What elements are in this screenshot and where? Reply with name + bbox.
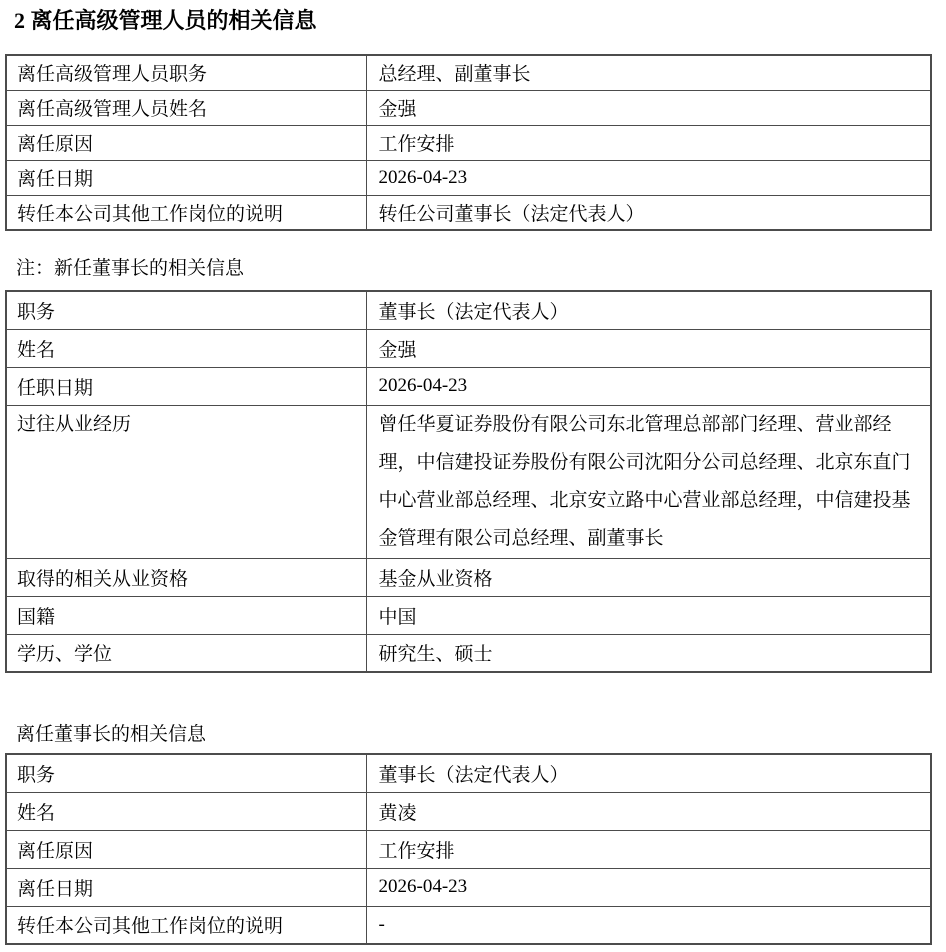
row-value: 金强 [366, 329, 931, 367]
row-label: 离任原因 [6, 125, 366, 160]
row-value: 2026-04-23 [366, 160, 931, 195]
table-row [6, 90, 931, 125]
row-label: 姓名 [6, 792, 366, 830]
row-value: - [366, 906, 931, 944]
table-row [6, 754, 931, 792]
page-title: 2 离任高级管理人员的相关信息 [14, 8, 317, 33]
row-label: 职务 [6, 754, 366, 792]
row-value: 2026-04-23 [366, 367, 931, 405]
row-label: 职务 [6, 291, 366, 329]
row-label: 取得的相关从业资格 [6, 558, 366, 596]
row-value: 基金从业资格 [366, 558, 931, 596]
row-value: 黄凌 [366, 792, 931, 830]
row-label: 姓名 [6, 329, 366, 367]
row-label: 离任高级管理人员职务 [6, 55, 366, 90]
table-row [6, 830, 931, 868]
row-value: 董事长（法定代表人） [366, 754, 931, 792]
row-label: 离任原因 [6, 830, 366, 868]
row-value: 工作安排 [366, 125, 931, 160]
row-label: 离任高级管理人员姓名 [6, 90, 366, 125]
table-row [6, 634, 931, 672]
new-chairman-table [5, 290, 932, 673]
table-row [6, 55, 931, 90]
note-new-chairman: 注：新任董事长的相关信息 [16, 258, 245, 279]
table-row [6, 291, 931, 329]
row-value: 董事长（法定代表人） [366, 291, 931, 329]
row-label: 离任日期 [6, 160, 366, 195]
table-row [6, 596, 931, 634]
row-value: 2026-04-23 [366, 868, 931, 906]
row-value: 金强 [366, 90, 931, 125]
row-label: 离任日期 [6, 868, 366, 906]
table-row [6, 160, 931, 195]
row-label: 学历、学位 [6, 634, 366, 672]
table-row [6, 367, 931, 405]
row-value: 研究生、硕士 [366, 634, 931, 672]
table-row [6, 125, 931, 160]
departing-chairman-table [5, 753, 932, 945]
table-row [6, 558, 931, 596]
departing-manager-table [5, 54, 932, 231]
row-label: 转任本公司其他工作岗位的说明 [6, 906, 366, 944]
row-value: 转任公司董事长（法定代表人） [366, 195, 931, 230]
row-value: 中国 [366, 596, 931, 634]
row-value: 曾任华夏证券股份有限公司东北管理总部部门经理、营业部经理，中信建投证券股份有限公司沈阳分公司总经理、北京东直门中心营业部总经理、北京安立路中心营业部总经理，中信建投基金管理有限公司总经理、副董事长 [366, 405, 931, 558]
row-value: 工作安排 [366, 830, 931, 868]
departing-chairman-heading: 离任董事长的相关信息 [16, 724, 207, 745]
row-label: 转任本公司其他工作岗位的说明 [6, 195, 366, 230]
table-row [6, 906, 931, 944]
table-row [6, 195, 931, 230]
table-row [6, 405, 931, 558]
row-label: 国籍 [6, 596, 366, 634]
table-row [6, 868, 931, 906]
row-value: 总经理、副董事长 [366, 55, 931, 90]
row-label: 过往从业经历 [6, 405, 366, 558]
row-label: 任职日期 [6, 367, 366, 405]
table-row [6, 792, 931, 830]
table-row [6, 329, 931, 367]
